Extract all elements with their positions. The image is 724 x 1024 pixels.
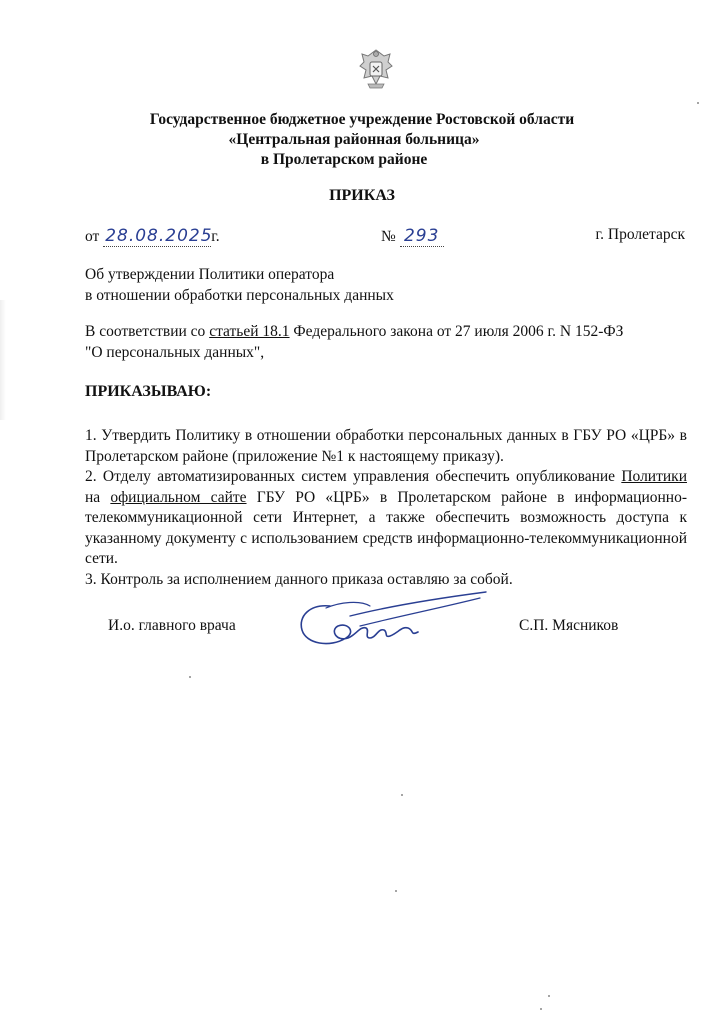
item2-text-a: 2. Отделу автоматизированных систем управления обеспечить опубликование: [85, 468, 622, 485]
scan-speck: [548, 995, 550, 997]
subject-line1: Об утверждении Политики оператора: [85, 266, 335, 283]
date-line: [85, 226, 220, 247]
number-value: 293: [403, 226, 440, 246]
scan-shadow: [0, 300, 6, 420]
signatory-position: И.о. главного врача: [108, 617, 236, 634]
organization-name-line3: в Пролетарском районе: [260, 151, 428, 168]
basis-text: В соответствии со: [85, 323, 210, 340]
scan-speck: [540, 1008, 542, 1010]
date-value: 28.08.2025: [105, 226, 213, 246]
official-site-link[interactable]: официальном сайте: [110, 488, 247, 506]
document-title: ПРИКАЗ: [329, 187, 395, 204]
date-suffix: г.: [211, 228, 220, 245]
item2-text-b: на: [85, 488, 111, 506]
scan-speck: [395, 890, 397, 892]
order-items: [85, 426, 687, 590]
order-item-3: 3. Контроль за исполнением данного приказа оставляю за собой.: [85, 570, 513, 588]
number-prefix: №: [381, 228, 396, 245]
city: г. Пролетарск: [595, 226, 685, 243]
item2-text-c: ГБУ РО «ЦРБ» в Пролетарском районе в информационно-телекоммуникационной сети Интернет, а также обеспечить возможность доступа к указанному документу с использованием средств информационно-телекоммуникационной сети.: [85, 488, 687, 567]
basis-text-2: Федерального закона от 27 июля 2006 г. N 152-ФЗ: [289, 323, 624, 340]
order-item-1: 1. Утвердить Политику в отношении обработки персональных данных в ГБУ РО «ЦРБ» в Пролетарском районе (приложение №1 к настоящему приказу).: [85, 427, 687, 465]
order-heading: ПРИКАЗЫВАЮ:: [85, 383, 212, 400]
law-name: "О персональных данных",: [85, 343, 265, 361]
signatory-name: С.П. Мясников: [519, 617, 619, 634]
subject: [85, 264, 485, 306]
legal-basis: [85, 322, 685, 363]
subject-line2: в отношении обработки персональных данных: [85, 287, 394, 304]
scan-speck: [697, 102, 699, 104]
policy-link[interactable]: Политики: [621, 468, 687, 485]
organization-name-line2: «Центральная районная больница»: [228, 131, 480, 148]
coat-of-arms-icon: [356, 48, 396, 90]
date-prefix: от: [85, 228, 100, 245]
law-article-link[interactable]: статьей 18.1: [209, 323, 290, 340]
order-item-2: [85, 467, 687, 570]
organization-name: Государственное бюджетное учреждение Ростовской области: [149, 111, 575, 128]
scan-speck: [189, 676, 191, 678]
scan-speck: [401, 794, 403, 796]
handwritten-signature: [290, 586, 490, 658]
number-line: [381, 226, 444, 247]
